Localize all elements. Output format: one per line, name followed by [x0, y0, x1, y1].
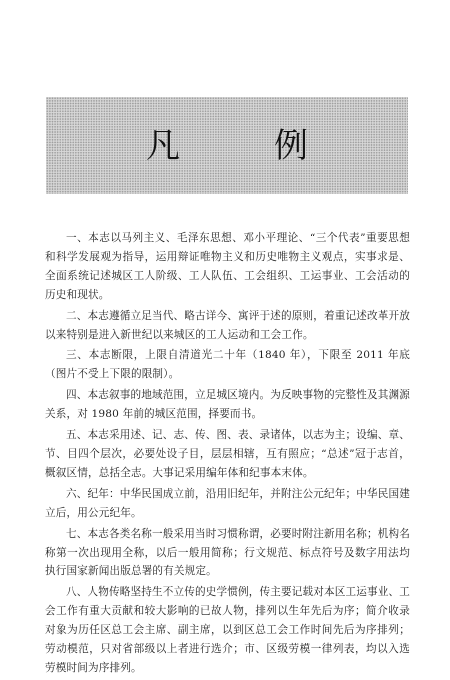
- title-banner: [46, 97, 408, 194]
- page-title: 凡 例: [146, 125, 338, 166]
- paragraph-3: 三、本志断限，上限自清道光二十年（1840 年），下限至 2011 年底（图片不受上下限的限制）。: [45, 349, 410, 381]
- paragraph-1: 一、本志以马列主义、毛泽东思想、邓小平理论、“三个代表”重要思想和科学发展观为指导，运用辩证唯物主义和历史唯物主义观点，实事求是、全面系统记述城区工人阶级、工人队伍、工会组织、工运事业、工会活动的历史和现状。: [45, 232, 410, 301]
- paragraph-6: 六、纪年：中华民国成立前，沿用旧纪年，并附注公元纪年；中华民国建立后，用公元纪年。: [45, 487, 410, 519]
- paragraph-5: 五、本志采用述、记、志、传、图、表、录诸体，以志为主；设编、章、节、目四个层次，必要处设子目，层层相辖，互有照应；“总述”冠于志首，概叙区情，总括全志。大事记采用编年体和纪事本末体。: [45, 429, 410, 479]
- paragraph-7: 七、本志各类名称一般采用当时习惯称谓，必要时附注新用名称；机构名称第一次出现用全称，以后一般用简称；行文规范、标点符号及数字用法均执行国家新闻出版总署的有关规定。: [45, 527, 410, 578]
- paragraph-2: 二、本志遵循立足当代、略古详今、寓评于述的原则，着重记述改革开放以来特别是进入新世纪以来城区的工人运动和工会工作。: [45, 309, 410, 341]
- paragraph-8: 八、人物传略坚持生不立传的史学惯例，传主要记载对本区工运事业、工会工作有重大贡献和较大影响的已故人物，排列以生年先后为序；简介收录对象为历任区总工会主席、副主席，以到区总工会工作时间先后为序排列；劳动模范，只对省部级以上者进行选介；市、区级劳模一律列表，均以入选劳模时间为序排列。: [45, 586, 410, 674]
- body-text: [45, 229, 410, 680]
- paragraph-4: 四、本志叙事的地域范围，立足城区境内。为反映事物的完整性及其渊源关系，对 1980 年前的城区范围，择要而书。: [45, 389, 410, 421]
